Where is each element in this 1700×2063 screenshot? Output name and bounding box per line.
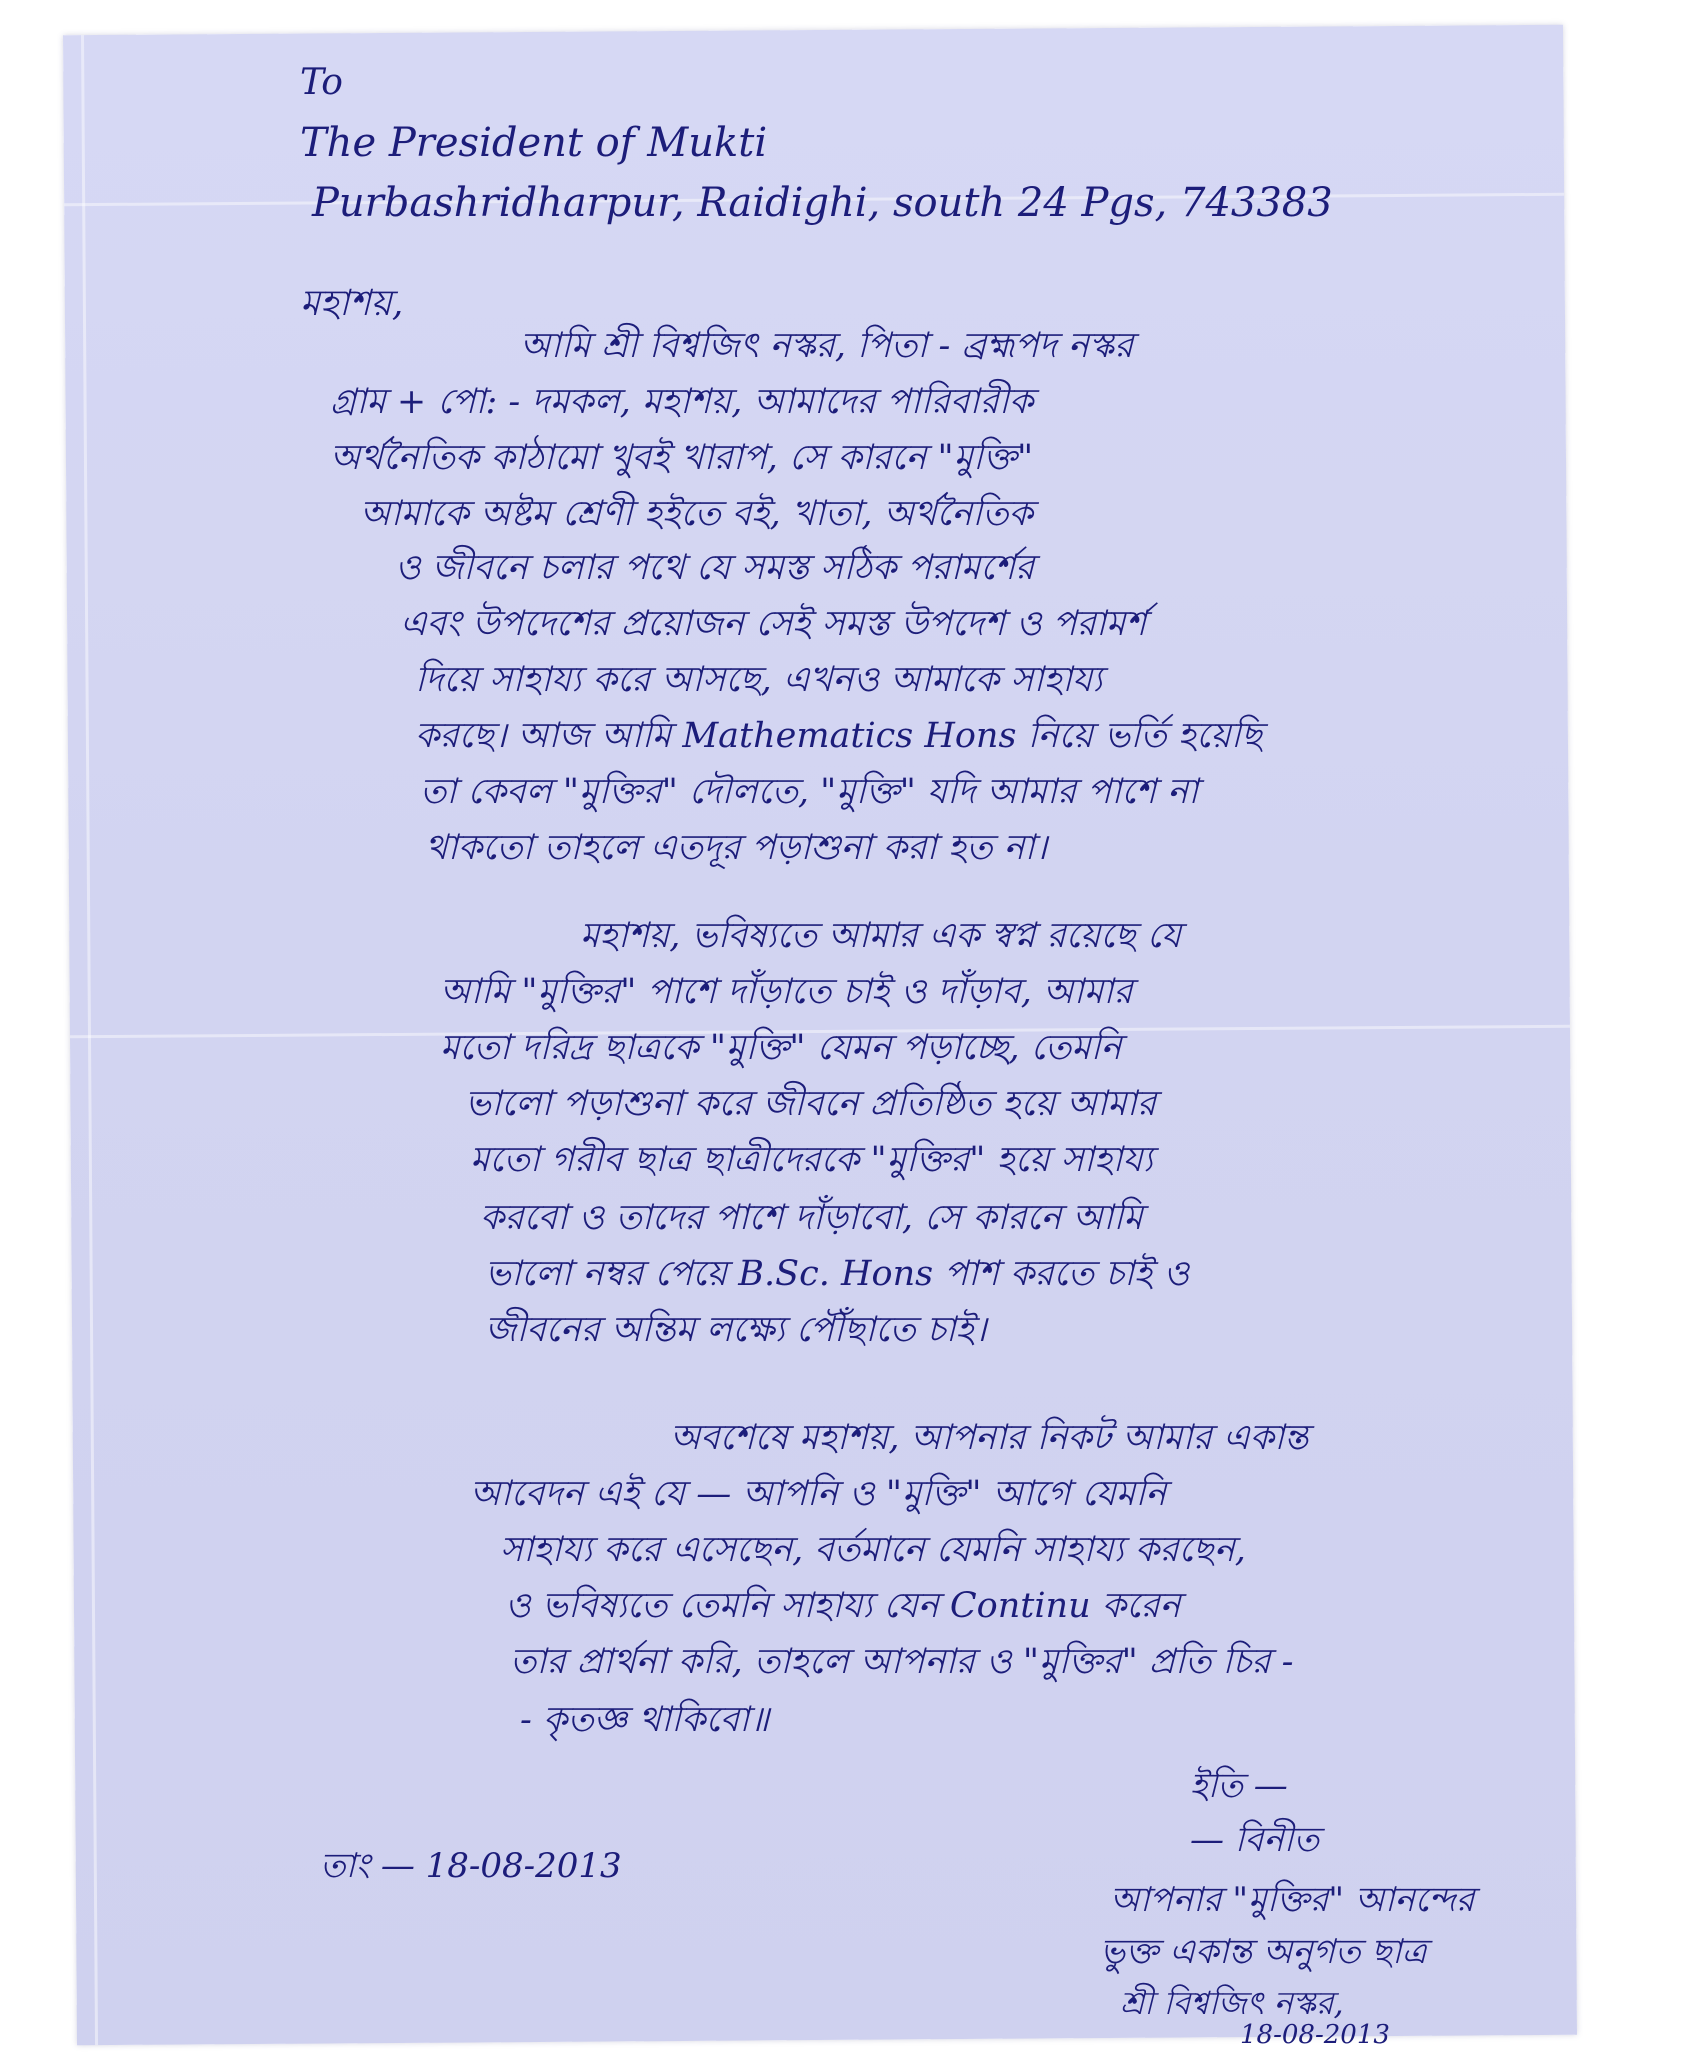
letter-line: ও জীবনে চলার পথে যে সমস্ত সঠিক পরামর্শের	[395, 548, 1035, 588]
letter-line: মহাশয়, ভবিষ্যতে আমার এক স্বপ্ন রয়েছে যে	[580, 916, 1182, 956]
address-recipient: The President of Mukti	[300, 120, 768, 166]
letter-line: তা কেবল "মুক্তির" দৌলতে, "মুক্তি" যদি আমার পাশে না	[420, 772, 1199, 812]
letter-line: জীবনের অন্তিম লক্ষ্যে পৌঁছাতে চাই।	[485, 1310, 987, 1350]
letter-line: তার প্রার্থনা করি, তাহলে আপনার ও "মুক্তির" প্রতি চির -	[510, 1642, 1294, 1682]
address-to: To	[300, 62, 343, 103]
address-location: Purbashridharpur, Raidighi, south 24 Pgs, 743383	[312, 180, 1333, 226]
letter-line: ভালো পড়াশুনা করে জীবনে প্রতিষ্ঠিত হয়ে আমার	[465, 1084, 1157, 1124]
letter-line: আবেদন এই যে — আপনি ও "মুক্তি" আগে যেমনি	[470, 1474, 1167, 1514]
signature: শ্রী বিশ্বজিৎ নস্কর,	[1120, 1984, 1344, 2022]
letter-line: করবো ও তাদের পাশে দাঁড়াবো, সে কারনে আমি	[480, 1198, 1143, 1238]
closing-line: আপনার "মুক্তির" আনন্দের	[1110, 1880, 1475, 1920]
letter-line: অর্থনৈতিক কাঠামো খুবই খারাপ, সে কারনে "মুক্তি"	[330, 438, 1034, 478]
letter-line: গ্রাম + পো: - দমকল, মহাশয়, আমাদের পারিবারীক	[330, 382, 1034, 422]
letter-line: সাহায্য করে এসেছেন, বর্তমানে যেমনি সাহায্য করছেন,	[500, 1530, 1246, 1570]
letter-line: মতো দরিদ্র ছাত্রকে "মুক্তি" যেমন পড়াচ্ছে, তেমনি	[440, 1028, 1122, 1068]
letter-line: আমাকে অষ্টম শ্রেণী হইতে বই, খাতা, অর্থনৈতিক	[360, 494, 1033, 534]
closing-binito: — বিনীত	[1190, 1820, 1319, 1860]
closing-line: ভুক্ত একান্ত অনুগত ছাত্র	[1100, 1932, 1427, 1972]
letter-line: - কৃতজ্ঞ থাকিবো॥	[520, 1700, 770, 1740]
letter-line: ও ভবিষ্যতে তেমনি সাহায্য যেন Continu করেন	[505, 1586, 1181, 1626]
signature-date: 18-08-2013	[1240, 2020, 1390, 2050]
letter-line: ভালো নম্বর পেয়ে B.Sc. Hons পাশ করতে চাই ও	[485, 1254, 1190, 1294]
letter-line: করছে। আজ আমি Mathematics Hons নিয়ে ভর্তি হয়েছি	[415, 716, 1263, 756]
letter-line: দিয়ে সাহায্য করে আসছে, এখনও আমাকে সাহায্য	[415, 660, 1103, 700]
letter-line: আমি শ্রী বিশ্বজিৎ নস্কর, পিতা - ব্রহ্মপদ নস্কর	[520, 326, 1134, 366]
letter-line: মতো গরীব ছাত্র ছাত্রীদেরকে "মুক্তির" হয়ে সাহায্য	[470, 1140, 1153, 1180]
closing-iti: ইতি —	[1190, 1766, 1288, 1806]
paper-fold-line	[81, 35, 98, 2045]
letter-date: তাং — 18-08-2013	[320, 1846, 622, 1886]
letter-line: অবশেষে মহাশয়, আপনার নিকট আমার একান্ত	[670, 1418, 1309, 1458]
letter-line: থাকতো তাহলে এতদূর পড়াশুনা করা হত না।	[425, 828, 1048, 868]
letter-line: আমি "মুক্তির" পাশে দাঁড়াতে চাই ও দাঁড়াব, আমার	[440, 972, 1133, 1012]
letter-line: এবং উপদেশের প্রয়োজন সেই সমস্ত উপদেশ ও পরামর্শ	[400, 604, 1147, 644]
salutation: মহাশয়,	[300, 283, 404, 324]
